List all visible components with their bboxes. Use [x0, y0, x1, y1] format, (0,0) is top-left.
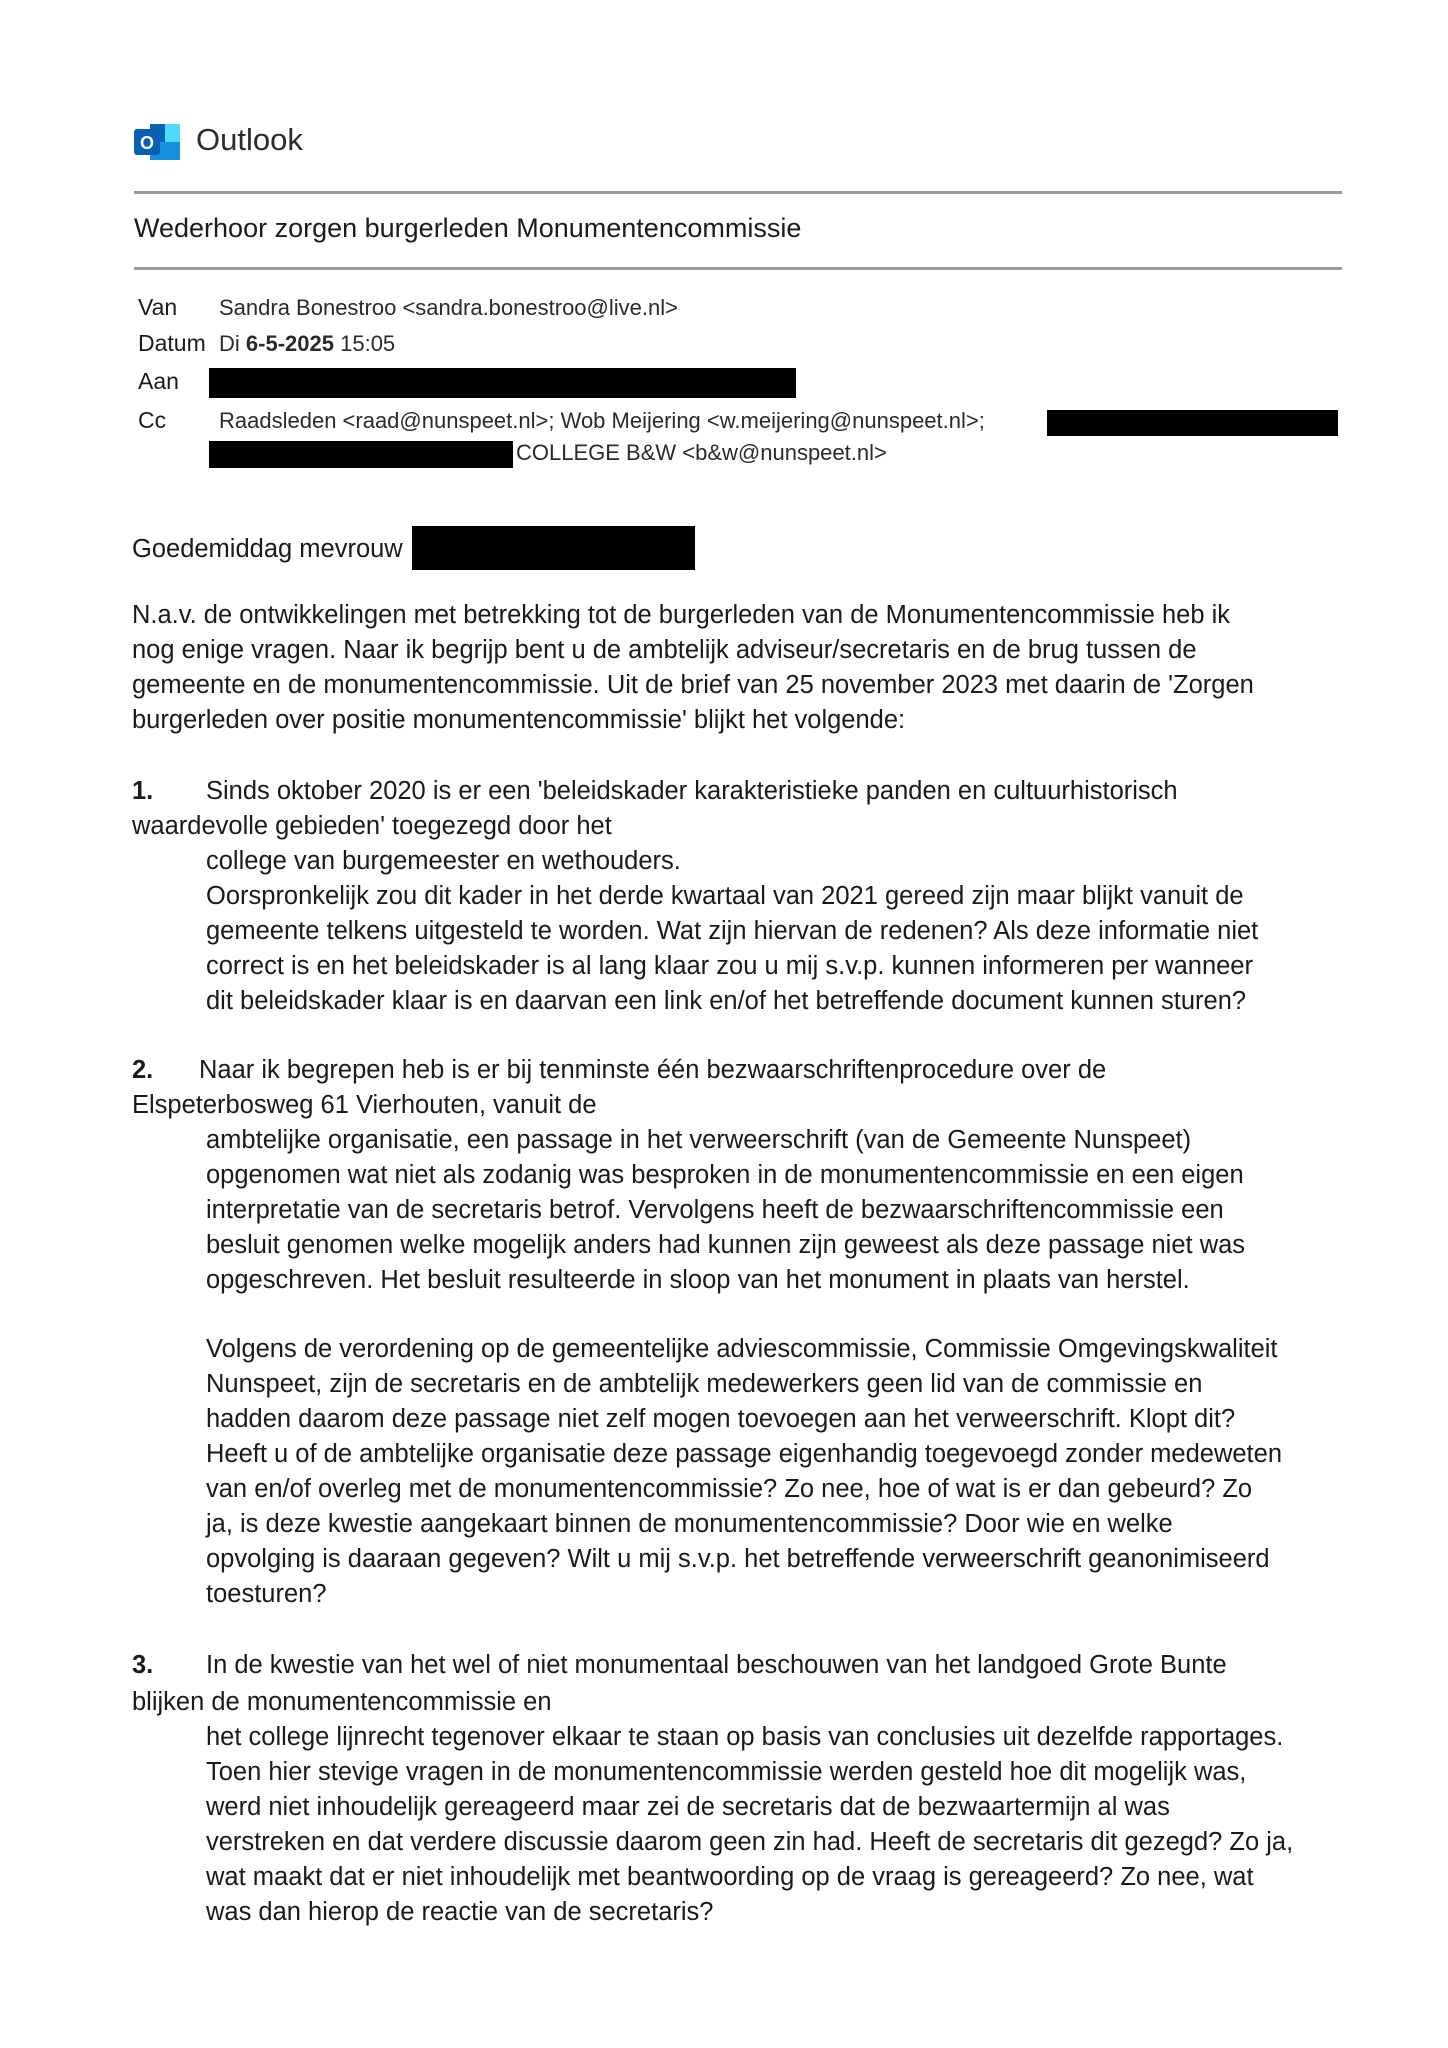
cc-line-2[interactable]: COLLEGE B&W <b&w@nunspeet.nl> — [516, 440, 887, 465]
date-value — [219, 331, 395, 357]
item3-line: wat maakt dat er niet inhoudelijk met beantwoording op de vraag is gereageerd? Zo nee, wat — [206, 1863, 1254, 1891]
item1-line: college van burgemeester en wethouders. — [206, 847, 681, 875]
item2-line: opgenomen wat niet als zodanig was besproken in de monumentencommissie en een eigen — [206, 1161, 1244, 1189]
item2-line: ambtelijke organisatie, een passage in het verweerschrift (van de Gemeente Nunspeet) — [206, 1126, 1192, 1154]
item2-second-line: Elspeterbosweg 61 Vierhouten, vanuit de — [132, 1091, 597, 1119]
item1-number: 1. — [132, 777, 154, 805]
redacted-to — [209, 368, 796, 398]
item3-line: het college lijnrecht tegenover elkaar te staan op basis van conclusies uit dezelfde rapportages. — [206, 1723, 1284, 1751]
redacted-name — [412, 526, 695, 570]
item2-line: Nunspeet, zijn de secretaris en de ambtelijk medewerkers geen lid van de commissie en — [206, 1370, 1203, 1398]
item2-text-continued — [206, 1332, 1282, 1612]
item2-line: hadden daarom deze passage niet zelf mogen toevoegen aan het verweerschrift. Klopt dit? — [206, 1405, 1236, 1433]
item3-number: 3. — [132, 1651, 154, 1679]
divider-subject — [134, 267, 1342, 270]
item2-line: toesturen? — [206, 1580, 327, 1608]
item1-line: gemeente telkens uitgesteld te worden. Wat zijn hiervan de redenen? Als deze informatie niet — [206, 917, 1259, 945]
to-label: Aan — [138, 368, 179, 394]
item3-line: verstreken en dat verdere discussie daarom geen zin had. Heeft de secretaris dit gezegd? Zo ja, — [206, 1828, 1294, 1856]
item3-second-line: blijken de monumentencommissie en — [132, 1688, 552, 1716]
item3-line: werd niet inhoudelijk gereageerd maar zei de secretaris dat de bezwaartermijn al was — [206, 1793, 1170, 1821]
item1-line: dit beleidskader klaar is en daarvan een link en/of het betreffende document kunnen sturen? — [206, 987, 1247, 1015]
item2-text — [206, 1123, 1245, 1298]
date-date: 6-5-2025 — [245, 331, 334, 356]
item2-number: 2. — [132, 1056, 154, 1084]
item1-line: Oorspronkelijk zou dit kader in het derde kwartaal van 2021 gereed zijn maar blijkt vanuit de — [206, 882, 1244, 910]
redacted-cc-2 — [209, 441, 513, 468]
intro-paragraph — [132, 598, 1254, 738]
item2-line: opvolging is daaraan gegeven? Wilt u mij s.v.p. het betreffende verweerschrift geanonimiseerd — [206, 1545, 1270, 1573]
item2-line: ja, is deze kwestie aangekaart binnen de monumentencommissie? Door wie en welke — [206, 1510, 1173, 1538]
item3-text — [206, 1720, 1293, 1930]
app-name: Outlook — [196, 122, 303, 157]
intro-line: nog enige vragen. Naar ik begrijp bent u de ambtelijk adviseur/secretaris en de brug tussen de — [132, 636, 1197, 664]
item2-line: Heeft u of de ambtelijke organisatie deze passage eigenhandig toegevoegd zonder medeweten — [206, 1440, 1283, 1468]
item2-first-line: Naar ik begrepen heb is er bij tenminste één bezwaarschriftenprocedure over de — [199, 1056, 1107, 1084]
divider-top — [134, 191, 1342, 194]
item2-line: interpretatie van de secretaris betrof. Vervolgens heeft de bezwaarschriftencommissie een — [206, 1196, 1224, 1224]
item2-line: van en/of overleg met de monumentencommissie? Zo nee, hoe of wat is er dan gebeurd? Zo — [206, 1475, 1253, 1503]
item1-second-line: waardevolle gebieden' toegezegd door het — [132, 812, 612, 840]
cc-label: Cc — [138, 407, 167, 433]
from-value[interactable]: Sandra Bonestroo <sandra.bonestroo@live.nl> — [219, 295, 678, 320]
logo-letter: O — [139, 133, 155, 153]
item3-line: Toen hier stevige vragen in de monumentencommissie werden gesteld hoe dit mogelijk was, — [206, 1758, 1247, 1786]
date-label: Datum — [138, 330, 206, 356]
item1-line: correct is en het beleidskader is al lang klaar zou u mij s.v.p. kunnen informeren per wanneer — [206, 952, 1253, 980]
item1-text — [206, 844, 1258, 1019]
cc-line-1[interactable]: Raadsleden <raad@nunspeet.nl>; Wob Meijering <w.meijering@nunspeet.nl>; — [219, 408, 985, 433]
date-time: 15:05 — [340, 331, 396, 356]
intro-line: N.a.v. de ontwikkelingen met betrekking tot de burgerleden van de Monumentencommissie heb ik — [132, 601, 1231, 629]
date-day: Di — [219, 331, 240, 356]
intro-line: burgerleden over positie monumentencommissie' blijkt het volgende: — [132, 706, 906, 734]
item1-first-line: Sinds oktober 2020 is er een 'beleidskader karakteristieke panden en cultuurhistorisch — [206, 777, 1178, 805]
item3-line: was dan hierop de reactie van de secretaris? — [206, 1898, 714, 1926]
outlook-logo-icon — [134, 120, 182, 164]
intro-line: gemeente en de monumentencommissie. Uit de brief van 25 november 2023 met daarin de 'Zorgen — [132, 671, 1254, 699]
from-label: Van — [138, 294, 178, 320]
item2-line: opgeschreven. Het besluit resulteerde in sloop van het monument in plaats van herstel. — [206, 1266, 1190, 1294]
item2-line: Volgens de verordening op de gemeentelijke adviescommissie, Commissie Omgevingskwaliteit — [206, 1335, 1278, 1363]
item3-first-line: In de kwestie van het wel of niet monumentaal beschouwen van het landgoed Grote Bunte — [206, 1651, 1227, 1679]
email-subject: Wederhoor zorgen burgerleden Monumentencommissie — [134, 213, 802, 243]
greeting: Goedemiddag mevrouw — [132, 535, 403, 563]
redacted-cc-1 — [1047, 410, 1338, 436]
item2-line: besluit genomen welke mogelijk anders had kunnen zijn geweest als deze passage niet was — [206, 1231, 1246, 1259]
